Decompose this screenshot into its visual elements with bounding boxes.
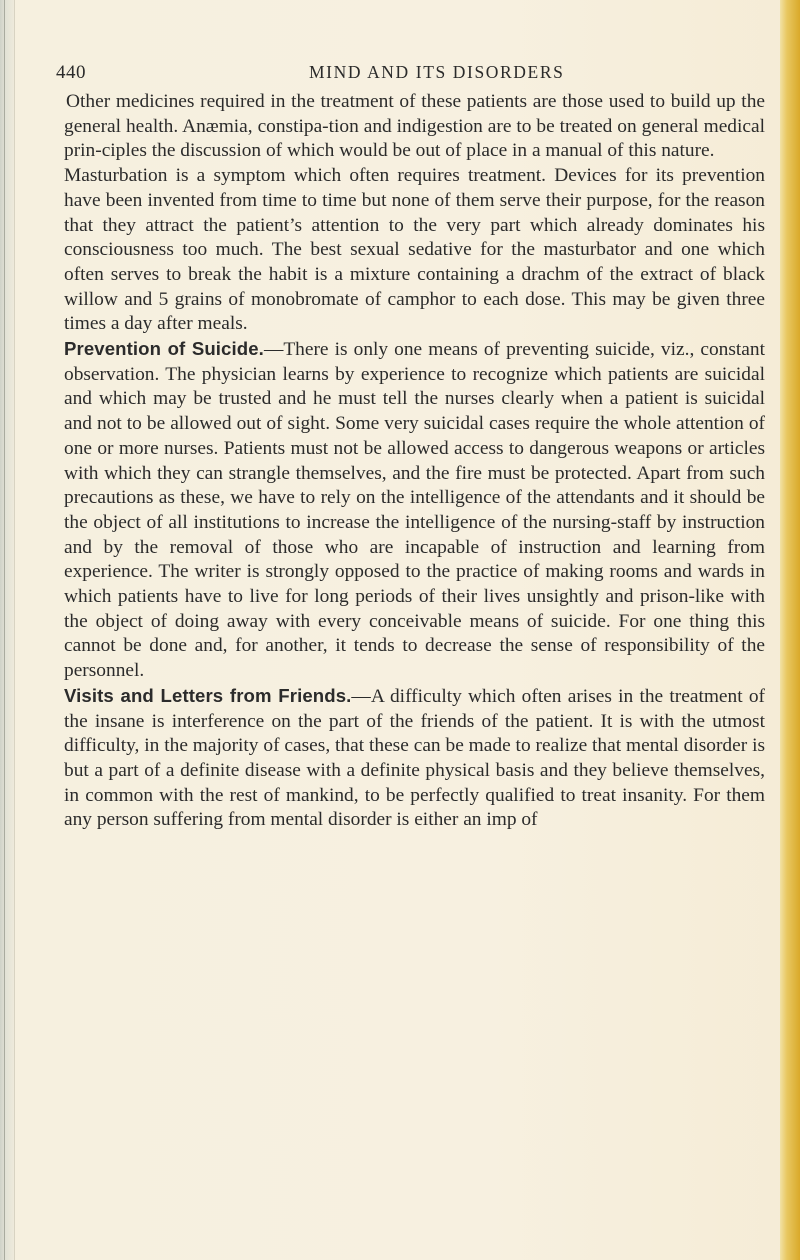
paragraph-prevention-of-suicide — [64, 337, 765, 684]
book-gutter — [0, 0, 15, 1260]
running-head: MIND AND ITS DISORDERS — [309, 62, 565, 82]
gutter-line — [4, 0, 5, 1260]
paragraph-masturbation: Masturbation is a symptom which often requires treatment. Devices for its prevention have been invented from time to time but none of them serve their purpose, for the reason that they attract the patient’s attention to the very part which already dominates his consciousness too much. The best sexual sedative for the masturbator and one which often serves to break the habit is a mixture containing a drachm of the extract of black willow and 5 grains of monobromate of camphor to each dose. This may be given three times a day after meals. — [64, 165, 765, 335]
paragraph-visits-and-letters — [64, 684, 765, 833]
page-header — [56, 62, 756, 86]
page-number: 440 — [56, 62, 86, 83]
page-edge — [780, 0, 800, 1260]
section-text-suicide: —There is only one means of preventing suicide, viz., constant observation. The physician learns by experience to recognize which patients are suicidal and which may be trusted and he must tell the nurses clearly when a patient is suicidal and not to be allowed out of sight. Some very suicidal cases require the whole attention of one or more nurses. Patients must not be allowed access to dangerous weapons or articles with which they can strangle themselves, and the fire must be protected. Apart from such precautions as these, we have to rely on the intelligence of the attendants and it should be the object of all institutions to increase the intelligence of the nursing-staff by instruction and by the removal of those who are incapable of instruction and learning from experience. The writer is strongly opposed to the practice of making rooms and wards in which patients have to live for long periods of their lives unsightly and prison-like with the object of doing away with every conceivable means of suicide. For one thing this cannot be done and, for another, it tends to decrease the sense of responsibility of the personnel. — [64, 339, 765, 682]
section-heading-visits: Visits and Letters from Friends. — [64, 684, 352, 706]
paragraph-medicines: Other medicines required in the treatment of these patients are those used to build up the general health. Anæmia, constipa-tion and indigestion are to be treated on general medical prin-ciples the discussion of which would be out of place in a manual of this nature. — [64, 91, 765, 162]
body-text — [64, 90, 765, 833]
section-heading-suicide: Prevention of Suicide. — [64, 338, 264, 360]
section-text-visits: —A difficulty which often arises in the treatment of the insane is interference on the part of the friends of the patient. It is with the utmost difficulty, in the majority of cases, that these can be made to realize that mental disorder is but a part of a definite disease with a definite physical basis and they believe themselves, in common with the rest of mankind, to be perfectly qualified to treat insanity. For them any person suffering from mental disorder is either an imp of — [64, 685, 765, 831]
